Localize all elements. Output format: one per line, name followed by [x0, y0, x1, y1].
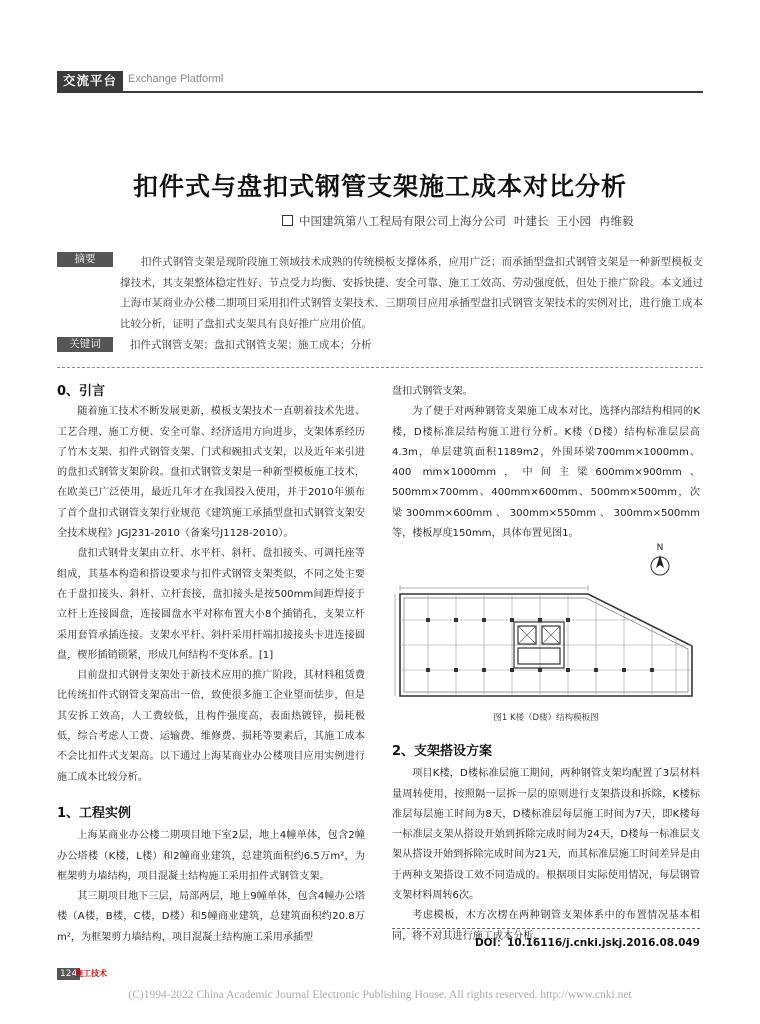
north-arrow-icon: [651, 543, 669, 575]
keywords-label: 关键词: [57, 337, 113, 352]
abstract-label: 摘要: [57, 252, 113, 267]
header-rule: [57, 91, 703, 93]
author-affiliation: 中国建筑第八工程局有限公司上海分公司: [299, 214, 506, 228]
paragraph: 项目K楼，D楼标准层施工期间，两种钢管支架均配置了3层材料量周转使用，按照隔一层拆一层的原则进行支架搭设和拆除，K楼标准层每层施工时间为8天，D楼标准层每层施工时间为7天，即K楼每一标准层支架从搭设开始到拆除完成时间为24天，D楼每一标准层支架从搭设开始到拆除完成时间为21天，而其标准层施工时间差异是由于两种支架搭设工效不同造成的。根据项目实际使用情况，每层钢管支架材料周转6次。: [392, 768, 700, 902]
journal-mark: 施工技术: [75, 969, 107, 978]
author-name: 王小园: [556, 214, 591, 228]
copyright-footer: (C)1994-2022 China Academic Journal Electronic Publishing House. All rights reserved. http://www.cnki.net: [128, 989, 632, 1001]
figure-caption: 图1 K楼（D楼）结构模板图: [493, 713, 599, 723]
left-column: [57, 382, 365, 948]
section-heading: 1、工程实例: [57, 805, 132, 821]
doi: DOI：10.16116/j.cnki.jskj.2016.08.049: [392, 928, 700, 950]
paragraph: 盘扣式钢管支架。: [392, 386, 473, 397]
section-subtitle: Exchange Platforml: [128, 73, 224, 85]
paragraph: 盘扣式钢骨支架由立杆、水平杆、斜杆、盘扣接头、可调托座等组成，其基本构造和搭设要求与扣件式钢管支架类似，不同之处主要在于盘扣接头、斜杆、立杆套接，盘扣接头是按500mm间距焊接于立杆上连接圆盘，连接圆盘水平对称布置大小8个插销孔，支架立杆采用套管承插连接。支架水平杆、斜杆采用杆端扣接接头卡进连接圆盘，楔形插销锁紧，形成几何结构不变体系。[1]: [57, 548, 365, 661]
paragraph: 上海某商业办公楼二期项目地下室2层，地上4幢单体，包含2幢办公塔楼（K楼，L楼）和2幢商业建筑，总建筑面积约6.5万m²，为框架剪力墙结构，项目混凝土结构施工采用扣件式钢管支架。: [57, 830, 365, 882]
paragraph: 随着施工技术不断发展更新，模板支架技术一直朝着技术先进、工艺合理、施工方便、安全可靠、经济适用方向进步，支架体系经历了竹木支架、扣件式钢管支架、门式和碗扣式支架，以及近年来引进的盘扣式钢管支架阶段。盘扣式钢管支架是一种新型模板施工技术，在欧美已广泛使用，最近几年才在我国投入使用，并于2010年颁布了首个盘扣式钢管支架行业规范《建筑施工承插型盘扣式钢管支架安全技术规程》JGJ231-2010（备案号J1128-2010）。: [57, 406, 365, 540]
section-heading: 0、引言: [57, 384, 106, 399]
author-name: 冉维毅: [599, 214, 634, 228]
section-heading: 2、支架搭设方案: [392, 744, 493, 759]
right-column-top: [392, 382, 700, 544]
structural-plan-figure: [392, 528, 700, 708]
north-label: N: [656, 543, 664, 553]
author-name: 叶建长: [514, 214, 549, 228]
section-tag: 交流平台: [57, 71, 123, 91]
right-column-bottom: [392, 742, 700, 947]
page-number: 124: [57, 968, 80, 980]
square-icon: [282, 215, 293, 226]
keywords-text: 扣件式钢管支架；盘扣式钢管支架；施工成本；分析: [130, 339, 372, 351]
abstract-text: 扣件式钢管支架是现阶段施工领域技术成熟的传统模板支撑体系，应用广泛；而承插型盘扣式钢管支架是一种新型模板支撑技术，其支架整体稳定性好、节点受力均衡、安拆快捷、安全可靠、施工工效高、劳动强度低，但处于推广阶段。本文通过上海市某商业办公楼二期项目采用扣件式钢管支架技术、三期项目应用承插型盘扣式钢管支架技术的实例对比，进行施工成本比较分析，证明了盘扣式支架具有良好推广应用价值。: [120, 256, 703, 330]
paragraph: 考虑模板，木方次楞在两种钢管支架体系中的布置情况基本相同，将不对其进行施工成本分析。: [392, 910, 700, 942]
paragraph: 为了便于对两种钢管支架施工成本对比，选择内部结构相同的K楼，D楼标准层结构施工进行分析。K楼（D楼）结构标准层层高4.3m，单层建筑面积1189m2，外围环梁700mm×1000mm、400 mm×1000mm，中间主梁600mm×900mm、500mm×700mm、400mm×600mm、500mm×500mm，次梁300mm×600mm、300mm×550mm、300mm×500mm等，楼板厚度150mm，具体布置见图1。: [392, 406, 700, 540]
paragraph: 其三期项目地下三层，局部两层，地上9幢单体，包含4幢办公塔楼（A楼，B楼，C楼，D楼）和5幢商业建筑，总建筑面积约20.8万m²，为框架剪力墙结构，项目混凝土结构施工采用承插型: [57, 891, 365, 943]
paragraph: 目前盘扣式钢骨支架处于新技术应用的推广阶段，其材料租赁费比传统扣件式钢管支架高出一倍，致使很多施工企业望而怯步，但是其安拆工效高，人工费较低，且构件强度高，表面热镀锌，损耗极低，综合考虑人工费、运输费、维修费、损耗等要素后，其施工成本不会比扣件式支架高。以下通过上海某商业办公楼项目应用实例进行施工成本比较分析。: [57, 670, 365, 783]
article-title: 扣件式与盘扣式钢管支架施工成本对比分析: [132, 172, 627, 201]
author-line: [282, 213, 642, 229]
divider: [57, 367, 703, 368]
